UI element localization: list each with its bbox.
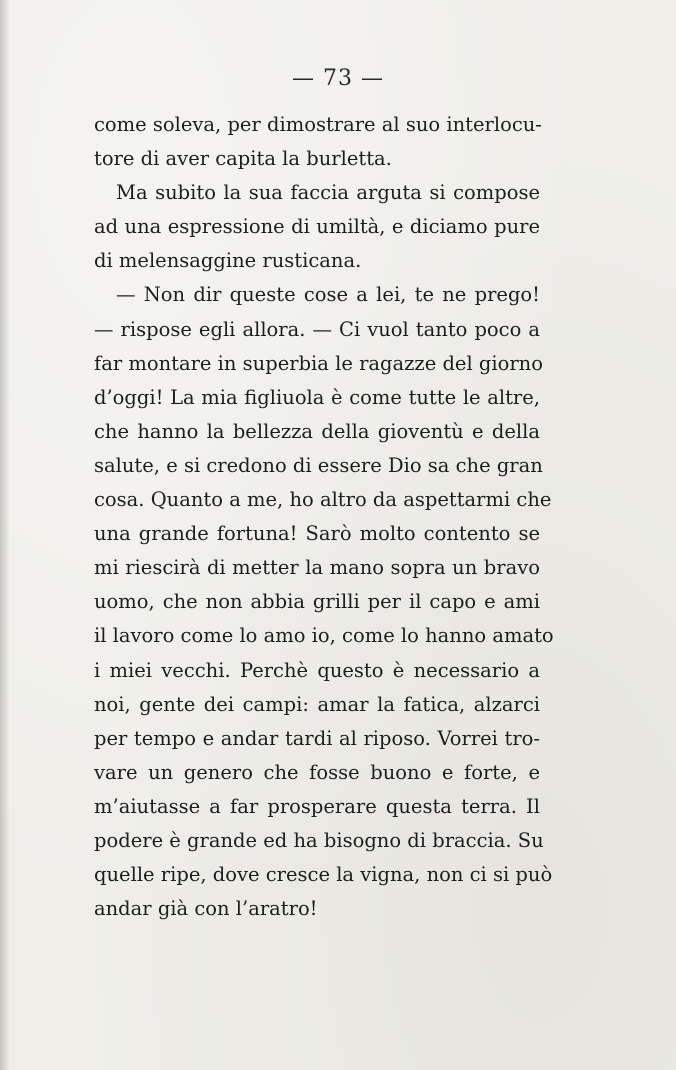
- text-line: il lavoro come lo amo io, come lo hanno amato: [94, 624, 554, 648]
- text-line: — Non dir queste cose a lei, te ne prego!: [116, 283, 540, 307]
- text-line: ad una espressione di umiltà, e diciamo pure: [94, 215, 540, 239]
- text-line: Ma subito la sua faccia arguta si compose: [116, 181, 540, 205]
- text-line: che hanno la bellezza della gioventù e della: [94, 419, 540, 443]
- text-line: una grande fortuna! Sarò molto contento se: [94, 522, 540, 546]
- body-text: [94, 108, 554, 926]
- text-line: come soleva, per dimostrare al suo interlocu-: [94, 113, 542, 136]
- text-line: salute, e si credono di essere Dio sa che gran: [94, 453, 543, 477]
- text-line: d’oggi! La mia figliuola è come tutte le altre,: [94, 385, 540, 409]
- paragraph-1: [94, 108, 540, 176]
- paragraph-2: [94, 176, 540, 278]
- page-number: — 73 —: [292, 66, 384, 91]
- text-line: vare un genero che fosse buono e forte, e: [94, 760, 540, 784]
- text-line: i miei vecchi. Perchè questo è necessario a: [94, 658, 540, 682]
- text-line: quelle ripe, dove cresce la vigna, non ci si può: [94, 863, 553, 887]
- text-line: cosa. Quanto a me, ho altro da aspettarmi che: [94, 488, 552, 512]
- text-line: — rispose egli allora. — Ci vuol tanto poco a: [94, 317, 540, 341]
- text-line: andar già con l’aratro!: [94, 897, 318, 921]
- text-line: mi riescirà di metter la mano sopra un bravo: [94, 556, 540, 580]
- text-line: di melensaggine rusticana.: [94, 249, 362, 273]
- text-line: m’aiutasse a far prosperare questa terra. Il: [94, 794, 540, 818]
- text-line: noi, gente dei campi: amar la fatica, alzarci: [94, 692, 540, 716]
- page-binding-shadow: [0, 0, 10, 1070]
- text-line: far montare in superbia le ragazze del giorno: [94, 351, 543, 375]
- text-line: per tempo e andar tardi al riposo. Vorrei tro-: [94, 726, 540, 750]
- paragraph-3: [94, 278, 554, 926]
- text-line: tore di aver capita la burletta.: [94, 147, 392, 171]
- text-line: podere è grande ed ha bisogno di braccia. Su: [94, 828, 544, 852]
- text-line: uomo, che non abbia grilli per il capo e ami: [94, 590, 540, 614]
